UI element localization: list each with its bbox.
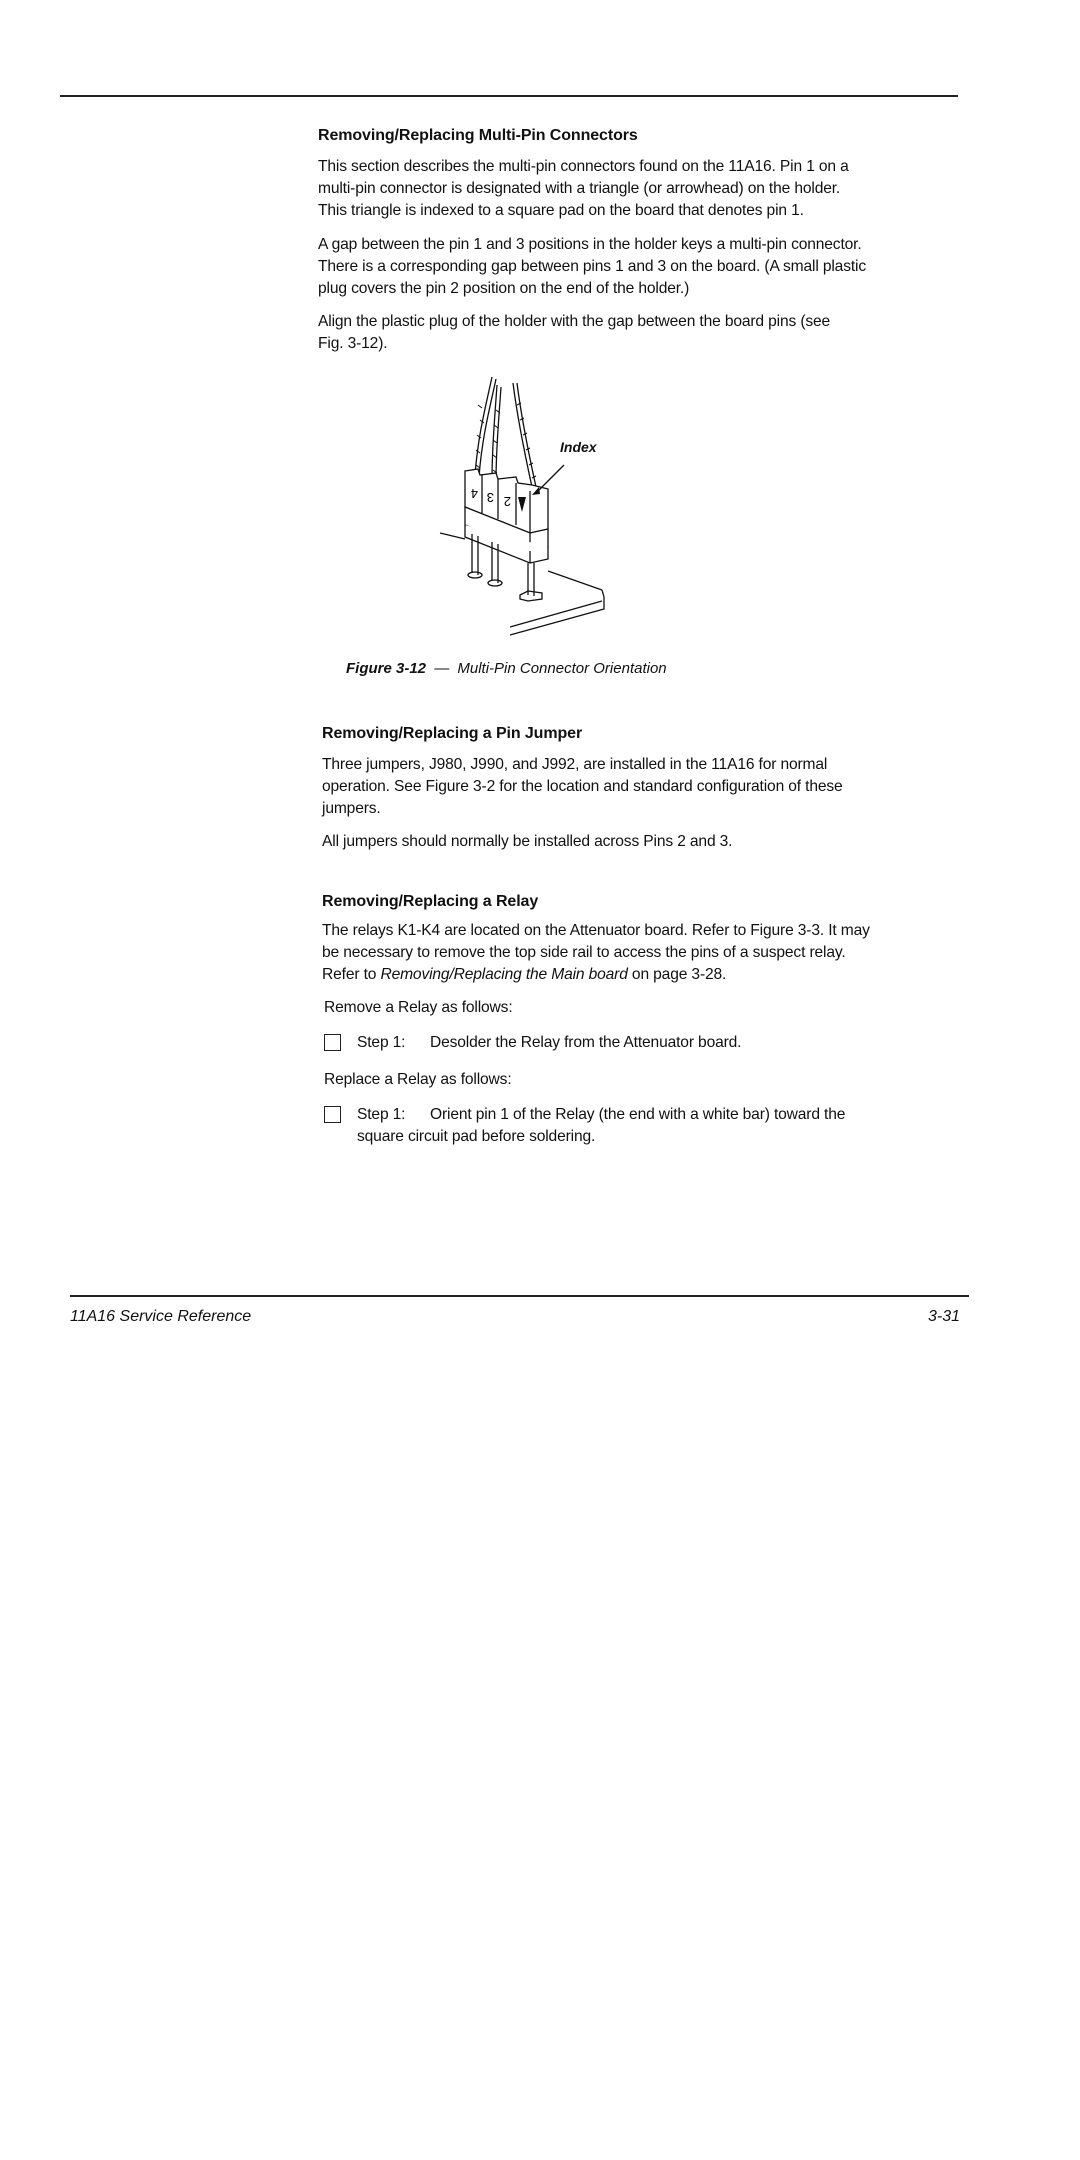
pin-label-3: 3 [486, 490, 494, 505]
cross-reference-link[interactable]: Removing/Replacing the Main board [380, 965, 628, 983]
text-line: This section describes the multi-pin connectors found on the 11A16. Pin 1 on a [318, 158, 849, 175]
figure-caption [346, 660, 667, 677]
step-text-continued: square circuit pad before soldering. [357, 1127, 596, 1145]
connector-illustration [420, 375, 650, 645]
text-fragment: Refer to [322, 965, 381, 983]
text-line: operation. See Figure 3-2 for the location and standard configuration of these [322, 777, 843, 795]
text-line: All jumpers should normally be installed across Pins 2 and 3. [322, 833, 733, 850]
step-checkbox[interactable] [324, 1034, 341, 1051]
text-line: Fig. 3-12). [318, 334, 388, 352]
step-text: Desolder the Relay from the Attenuator board. [430, 1034, 742, 1051]
footer-rule [70, 1295, 969, 1297]
section-heading-multi-pin: Removing/Replacing Multi-Pin Connectors [318, 127, 638, 144]
paragraph-jumpers [322, 754, 843, 819]
text-line: multi-pin connector is designated with a triangle (or arrowhead) on the holder. [318, 179, 841, 197]
remove-relay-intro: Remove a Relay as follows: [324, 999, 513, 1016]
pin-label-4: 4 [470, 486, 478, 501]
replace-relay-intro: Replace a Relay as follows: [324, 1071, 512, 1088]
section-heading-relay: Removing/Replacing a Relay [322, 893, 539, 910]
caption-dash: — [434, 660, 450, 677]
figure-multi-pin-connector [420, 375, 650, 645]
footer-document-title: 11A16 Service Reference [70, 1308, 252, 1325]
header-rule [60, 95, 958, 97]
figure-number: Figure 3-12 [346, 660, 427, 677]
text-line: The relays K1-K4 are located on the Attenuator board. Refer to Figure 3-3. It may [322, 922, 870, 939]
paragraph-multi-pin-align [318, 311, 830, 355]
figure-title: Multi-Pin Connector Orientation [457, 660, 667, 677]
text-line: This triangle is indexed to a square pad on the board that denotes pin 1. [318, 201, 804, 219]
footer-page-number: 3-31 [928, 1308, 961, 1325]
text-line: jumpers. [322, 799, 381, 817]
remove-step-1 [357, 1032, 741, 1054]
step-checkbox[interactable] [324, 1106, 341, 1123]
text-line: Align the plastic plug of the holder with the gap between the board pins (see [318, 313, 831, 330]
text-line: A gap between the pin 1 and 3 positions in the holder keys a multi-pin connector. [318, 236, 862, 253]
text-fragment: on page 3-28. [627, 965, 727, 983]
step-label: Step 1: [357, 1106, 406, 1123]
paragraph-relay [322, 920, 870, 985]
replace-step-1 [357, 1104, 845, 1148]
text-line: be necessary to remove the top side rail to access the pins of a suspect relay. [322, 943, 846, 961]
paragraph-multi-pin-gap [318, 234, 866, 299]
section-heading-pin-jumper: Removing/Replacing a Pin Jumper [322, 725, 583, 742]
text-line: Three jumpers, J980, J990, and J992, are installed in the 11A16 for normal [322, 756, 828, 773]
text-line: There is a corresponding gap between pins 1 and 3 on the board. (A small plastic [318, 257, 866, 275]
paragraph-multi-pin-intro [318, 156, 849, 221]
text-line [322, 964, 870, 986]
step-text: Orient pin 1 of the Relay (the end with a white bar) toward the [430, 1106, 846, 1123]
text-line: plug covers the pin 2 position on the end of the holder.) [318, 279, 690, 297]
pin-label-2: 2 [503, 494, 511, 509]
paragraph-jumpers-install [322, 831, 732, 853]
index-label: Index [560, 439, 597, 455]
step-label: Step 1: [357, 1034, 406, 1051]
